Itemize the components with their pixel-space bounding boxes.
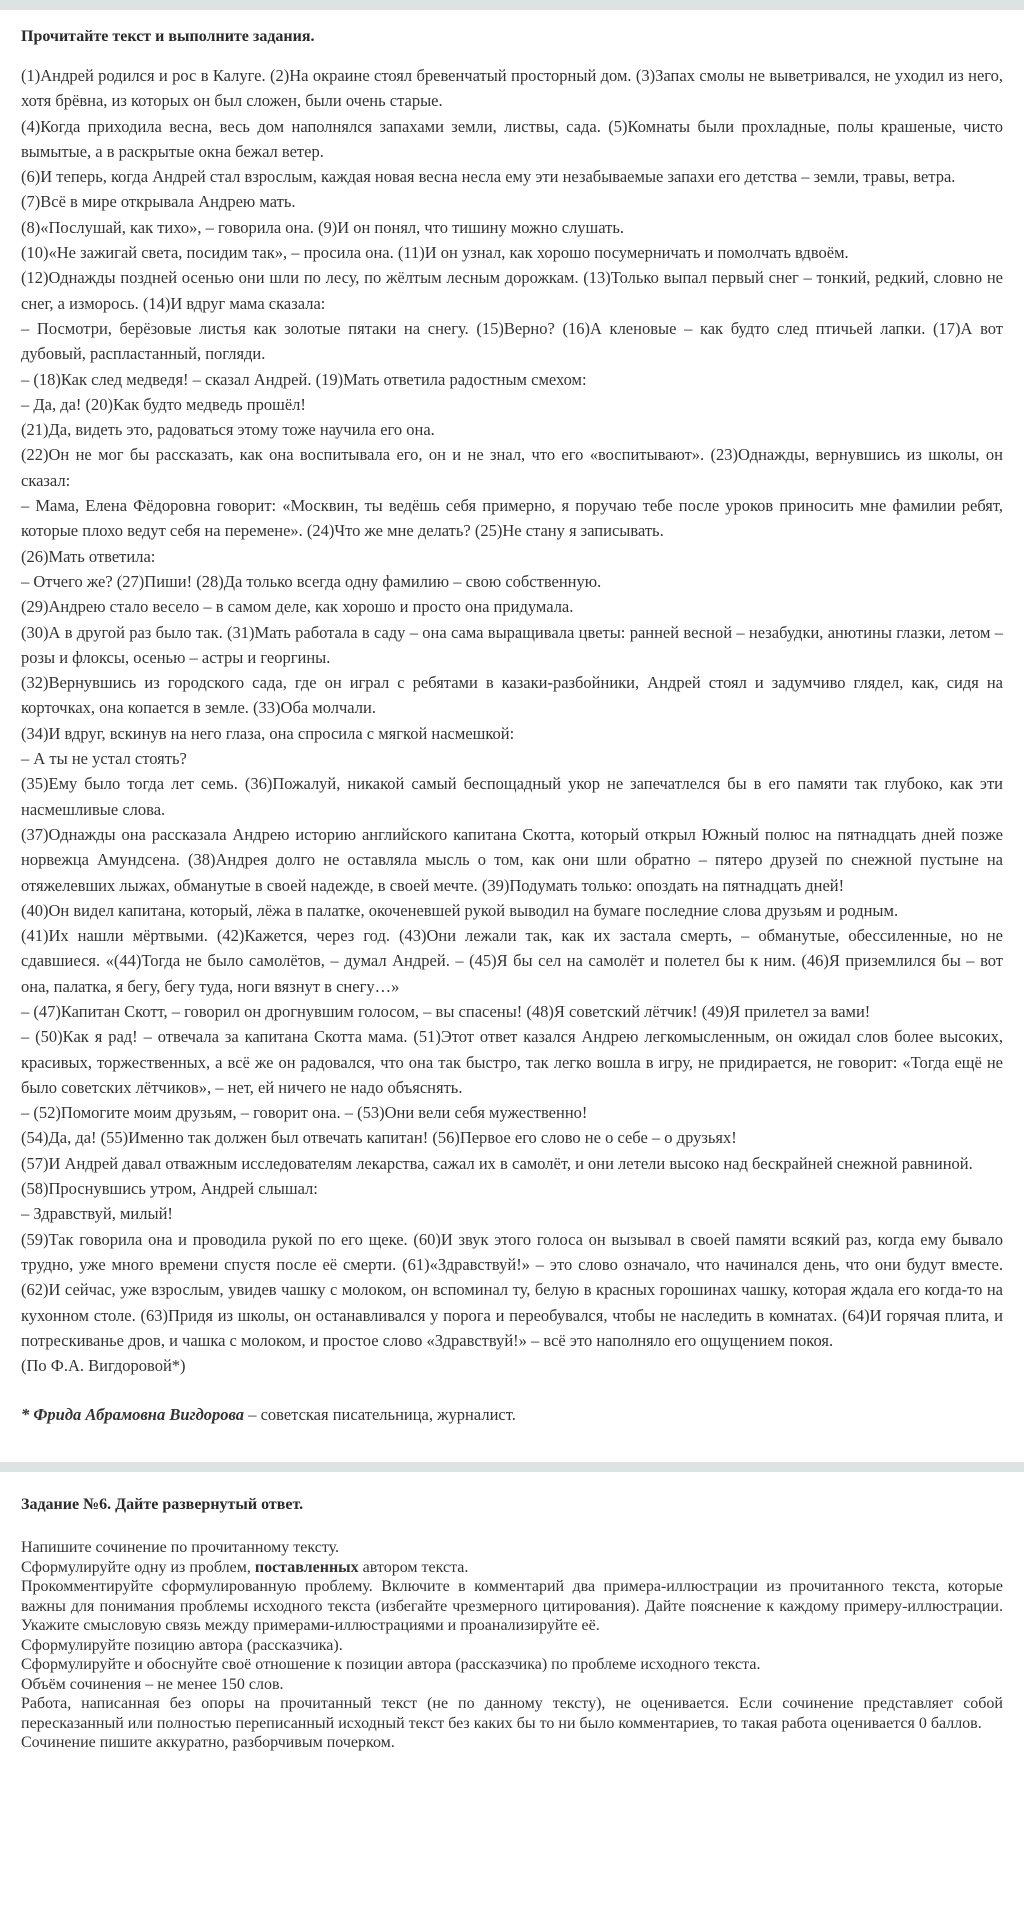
paragraph: (34)И вдруг, вскинув на него глаза, она спросила с мягкой насмешкой: (21, 723, 515, 743)
instruction-line: Напишите сочинение по прочитанному тексту. (21, 1539, 340, 1557)
instruction-emphasis: поставленных (254, 1558, 359, 1576)
reading-text (21, 63, 1003, 1378)
paragraph: (22)Он не мог бы рассказать, как она воспитывала его, он и не знал, что его «воспитывают». (23)Однажды, вернувшись из школы, он сказал: (21, 445, 1003, 490)
instruction-line: Объём сочинения – не менее 150 слов. (21, 1675, 284, 1693)
paragraph: (6)И теперь, когда Андрей стал взрослым, каждая новая весна несла ему эти незабываемые запахи его детства – земли, травы, ветра. (21, 167, 956, 187)
paragraph: (32)Вернувшись из городского сада, где он играл с ребятами в казаки-разбойники, Андрей стоял и задумчиво глядел, как, сидя на корточках, она копается в земле. (33)Оба молчали. (21, 673, 1003, 718)
instruction-line: Сформулируйте и обоснуйте своё отношение к позиции автора (рассказчика) по проблеме исходного текста. (21, 1656, 761, 1674)
instruction-line: Работа, написанная без опоры на прочитанный текст (не по данному тексту), не оценивается. Если сочинение представляет собой пересказанный или полностью переписанный исходный текст без каких бы то ни было комментариев, то такая работа оценивается 0 баллов. (21, 1695, 1003, 1732)
paragraph: (26)Мать ответила: (21, 546, 156, 566)
paragraph: (21)Да, видеть это, радоваться этому тоже научила его она. (21, 420, 435, 440)
paragraph: (35)Ему было тогда лет семь. (36)Пожалуй, никакой самый беспощадный укор не запечатлелся бы в его памяти так глубоко, как эти насмешливые слова. (21, 774, 1003, 819)
paragraph: (57)И Андрей давал отважным исследователям лекарства, сажал их в самолёт, и они летели высоко над бескрайней снежной равниной. (21, 1153, 973, 1173)
footnote-author-name: * Фрида Абрамовна Вигдорова (21, 1405, 245, 1425)
paragraph: (54)Да, да! (55)Именно так должен был отвечать капитан! (56)Первое его слово не о себе – о друзьях! (21, 1128, 737, 1148)
paragraph: (8)«Послушай, как тихо», – говорила она. (9)И он понял, что тишину можно слушать. (21, 217, 625, 237)
instruction-text: Сформулируйте одну из проблем, (21, 1558, 255, 1576)
paragraph: (7)Всё в мире открывала Андрею мать. (21, 192, 296, 212)
instruction-line: Сочинение пишите аккуратно, разборчивым почерком. (21, 1734, 395, 1752)
instruction-line: Прокомментируйте сформулированную проблему. Включите в комментарий два примера-иллюстрации из прочитанного текста, которые важны для понимания проблемы исходного текста (избегайте чрезмерного цитирования). Дайте пояснение к каждому примеру-иллюстрации. Укажите смысловую связь между примерами-иллюстрациями и проанализируйте её. (21, 1578, 1003, 1635)
paragraph: – А ты не устал стоять? (21, 749, 187, 769)
paragraph: – (18)Как след медведя! – сказал Андрей. (19)Мать ответила радостным смехом: (21, 369, 587, 389)
paragraph: (41)Их нашли мёртвыми. (42)Кажется, через год. (43)Они лежали так, как их застала смерть, – обманутые, обессиленные, но не сдавшиеся. «(44)Тогда не было самолётов, – думал Андрей. – (45)Я бы сел на самолёт и полетел бы к ним. (46)Я приземлился бы – вот она, палатка, я бегу, бегу туда, ноги вязнут в снегу…» (21, 926, 1003, 996)
section-divider (0, 1462, 1024, 1472)
paragraph: – Здравствуй, милый! (21, 1204, 173, 1224)
task-section (0, 1496, 1024, 1753)
top-divider (0, 0, 1024, 10)
instruction-line: Сформулируйте позицию автора (рассказчика). (21, 1636, 343, 1654)
paragraph: – Да, да! (20)Как будто медведь прошёл! (21, 394, 306, 414)
instruction-line (21, 1558, 1003, 1578)
task-heading: Задание №6. Дайте развернутый ответ. (21, 1496, 304, 1514)
source-attribution: (По Ф.А. Вигдоровой*) (21, 1356, 186, 1376)
reading-section (0, 28, 1024, 1427)
paragraph: (37)Однажды она рассказала Андрею историю английского капитана Скотта, который открыл Южный полюс на пятнадцать дней позже норвежца Амундсена. (38)Андрея долго не оставляла мысль о том, как они шли обратно – пятеро друзей по снежной пустыне на отяжелевших лыжах, обманутые в своей надежде, в своей мечте. (39)Подумать только: опоздать на пятнадцать дней! (21, 824, 1003, 895)
author-footnote (21, 1402, 1003, 1427)
paragraph: – (50)Как я рад! – отвечала за капитана Скотта мама. (51)Этот ответ казался Андрею легкомысленным, он ожидал слов более высоких, красивых, торжественных, а всё же он радовался, что она так быстро, так легко вошла в игру, не придирается, не говорит: «Тогда ещё не было советских лётчиков», – нет, ей ничего не надо объяснять. (21, 1027, 1003, 1097)
reading-heading: Прочитайте текст и выполните задания. (21, 28, 315, 45)
instruction-text: автором текста. (358, 1558, 469, 1576)
paragraph: (4)Когда приходила весна, весь дом наполнялся запахами земли, листвы, сада. (5)Комнаты были прохладные, полы крашеные, чисто вымытые, а в раскрытые окна бежал ветер. (21, 116, 1003, 161)
paragraph: (1)Андрей родился и рос в Калуге. (2)На окраине стоял бревенчатый просторный дом. (3)Запах смолы не выветривался, не уходил из него, хотя брёвна, из которых он был сложен, были очень старые. (21, 66, 1003, 111)
paragraph: – (47)Капитан Скотт, – говорил он дрогнувшим голосом, – вы спасены! (48)Я советский лётчик! (49)Я прилетел за вами! (21, 1001, 871, 1021)
paragraph: – Посмотри, берёзовые листья как золотые пятаки на снегу. (15)Верно? (16)А кленовые – как будто след птичьей лапки. (17)А вот дубовый, распластанный, погляди. (21, 318, 1003, 364)
paragraph: (59)Так говорила она и проводила рукой по его щеке. (60)И звук этого голоса он вызывал в своей памяти всякий раз, когда ему бывало трудно, уже много времени спустя после её смерти. (61)«Здравствуй!» – это слово означало, что начинался день, что они будут вместе. (62)И сейчас, уже взрослым, увидев чашку с молоком, он вспоминал ту, белую в красных горошинах чашку, которая ждала его когда-то на кухонном столе. (63)Придя из школы, он останавливался у порога и переобувался, чтобы не наследить в комнатах. (64)И горячая плита, и потрескиванье дров, и чашка с молоком, и простое слово «Здравствуй!» – всё это наполняло его ощущением покоя. (21, 1229, 1003, 1350)
paragraph: – Мама, Елена Фёдоровна говорит: «Москвин, ты ведёшь себя примерно, я поручаю тебе после уроков приносить мне фамилии ребят, которые плохо ведут себя на перемене». (24)Что же мне делать? (25)Не стану я записывать. (21, 496, 1003, 541)
paragraph: (58)Проснувшись утром, Андрей слышал: (21, 1179, 318, 1199)
footnote-text: – советская писательница, журналист. (244, 1405, 516, 1425)
task-instructions (21, 1538, 1003, 1753)
paragraph: (30)А в другой раз было так. (31)Мать работала в саду – она сама выращивала цветы: ранней весной – незабудки, анютины глазки, летом – розы и флоксы, осенью – астры и георгины. (21, 622, 1003, 667)
paragraph: – (52)Помогите моим друзьям, – говорит она. – (53)Они вели себя мужественно! (21, 1103, 588, 1123)
paragraph: (10)«Не зажигай света, посидим так», – просила она. (11)И он узнал, как хорошо посумерничать и помолчать вдвоём. (21, 243, 849, 263)
paragraph: (40)Он видел капитана, который, лёжа в палатке, окоченевшей рукой выводил на бумаге последние слова друзьям и родным. (21, 900, 899, 920)
paragraph: – Отчего же? (27)Пиши! (28)Да только всегда одну фамилию – свою собственную. (21, 571, 602, 591)
paragraph: (29)Андрею стало весело – в самом деле, как хорошо и просто она придумала. (21, 597, 574, 617)
paragraph: (12)Однажды поздней осенью они шли по лесу, по жёлтым лесным дорожкам. (13)Только выпал первый снег – тонкий, редкий, словно не снег, а изморось. (14)И вдруг мама сказала: (21, 268, 1003, 313)
